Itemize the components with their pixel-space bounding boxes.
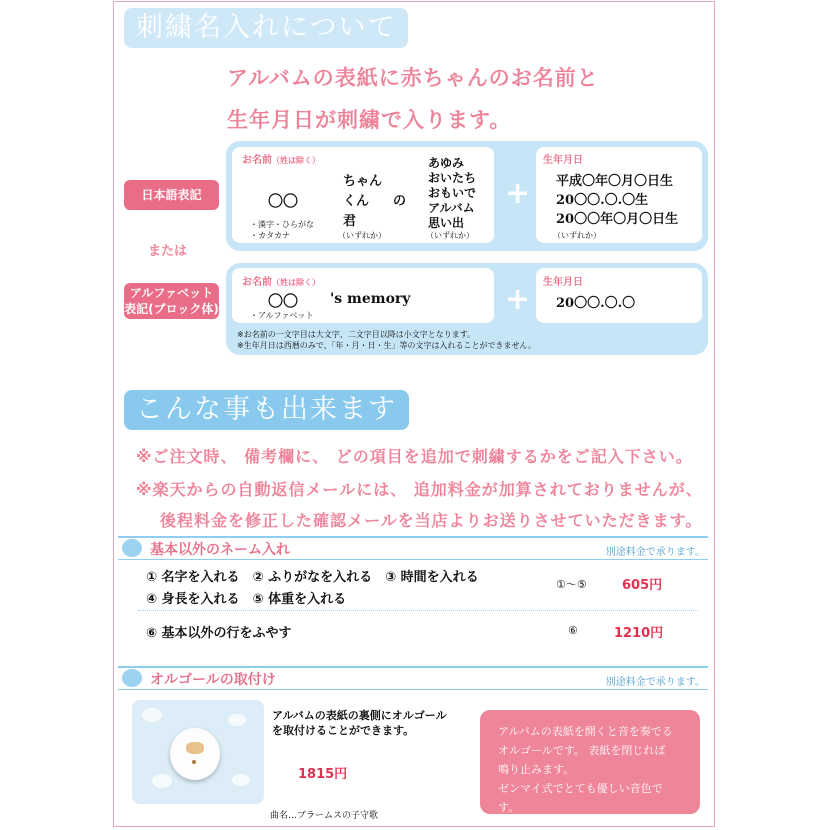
option-num-6: ⑥ bbox=[568, 624, 578, 637]
music-box-bar bbox=[118, 666, 708, 690]
option-row-2: ④ 身長を入れる ⑤ 体重を入れる bbox=[146, 592, 347, 607]
jp-name-sub2: ・カタカナ bbox=[250, 231, 290, 240]
alpha-birth-value: 20〇〇.〇.〇 bbox=[556, 296, 636, 311]
phrase-oitachi: おいたち bbox=[428, 171, 477, 185]
music-box-icon bbox=[170, 728, 220, 780]
alert-1: ※ご注文時、 備考欄に、 どの項目を追加で刺繍するかをご記入下さい。 bbox=[136, 447, 693, 466]
jp-name-label: お名前（姓は除く） bbox=[242, 155, 320, 166]
alphabet-tag: アルファベット 表記(ブロック体) bbox=[124, 283, 219, 319]
music-box-photo bbox=[132, 700, 264, 804]
phrase-omoide: おもいで bbox=[428, 186, 477, 200]
pink-line-2: オルゴールです。 表紙を閉じれば bbox=[498, 744, 666, 757]
honorific-either: （いずれか） bbox=[338, 231, 386, 240]
honorific-kimi: 君 bbox=[343, 214, 357, 229]
plus-icon: + bbox=[505, 176, 531, 211]
music-box-heading: オルゴールの取付け bbox=[150, 672, 276, 688]
no-particle: の bbox=[393, 194, 407, 209]
jp-birth-label: 生年月日 bbox=[543, 155, 583, 166]
phrase-either: （いずれか） bbox=[426, 231, 474, 240]
birth-dotted: 20〇〇.〇.〇生 bbox=[556, 193, 649, 208]
phrase-omoide-kanji: 思い出 bbox=[428, 216, 465, 230]
birth-kanji: 20〇〇年〇月〇日生 bbox=[556, 212, 679, 227]
jp-name-value: 〇〇 bbox=[268, 192, 299, 210]
option-row-3: ⑥ 基本以外の行をふやす bbox=[146, 626, 292, 641]
music-price: 1815円 bbox=[298, 767, 348, 782]
plus-icon-2: + bbox=[505, 282, 531, 317]
honorific-chan: ちゃん bbox=[343, 174, 383, 189]
alert-2: ※楽天からの自動返信メールには、 追加料金が加算されておりませんが、 bbox=[136, 480, 703, 499]
name-options-extra-fee: 別途料金で承ります。 bbox=[605, 547, 705, 558]
pink-line-1: アルバムの表紙を開くと音を奏でる bbox=[498, 725, 673, 738]
option-row-1: ① 名字を入れる ② ふりがなを入れる ③ 時間を入れる bbox=[146, 570, 479, 585]
music-box-description bbox=[480, 710, 700, 814]
option-price-2: 1210円 bbox=[614, 626, 664, 641]
note-1: ※お名前の一文字目は大文字、二文字目以降は小文字となります。 bbox=[237, 330, 476, 339]
options-title: こんな事も出来ます bbox=[124, 390, 409, 430]
alpha-birth-label: 生年月日 bbox=[543, 277, 583, 288]
dotted-divider bbox=[138, 610, 698, 611]
phrase-album: アルバム bbox=[428, 201, 475, 215]
alpha-sub: ・アルファベット bbox=[250, 311, 314, 320]
name-options-heading: 基本以外のネーム入れ bbox=[150, 542, 290, 558]
music-box-extra-fee: 別途料金で承ります。 bbox=[605, 677, 705, 688]
pink-line-3: 鳴り止みます。 bbox=[498, 763, 575, 776]
music-desc-1: アルバムの表紙の裏側にオルゴール bbox=[272, 709, 447, 722]
option-range: ①〜⑤ bbox=[556, 578, 587, 591]
alpha-name-value: 〇〇 bbox=[268, 292, 299, 310]
alert-3: 後程料金を修正した確認メールを当店よりお送りさせていただきます。 bbox=[160, 511, 703, 530]
name-options-bar bbox=[118, 536, 708, 560]
or-label: または bbox=[148, 244, 188, 259]
birth-heisei: 平成〇年〇月〇日生 bbox=[556, 174, 674, 189]
music-desc-2: を取付けることができます。 bbox=[272, 724, 415, 737]
lead-line-1: アルバムの表紙に赤ちゃんのお名前と bbox=[227, 66, 599, 90]
birth-either: （いずれか） bbox=[553, 231, 601, 240]
bubble-icon-2 bbox=[122, 669, 142, 687]
bubble-icon bbox=[122, 539, 142, 557]
note-2: ※生年月日は西暦のみで、「年・月・日・生」等の文字は入れることができません。 bbox=[237, 341, 537, 350]
phrase-ayumi: あゆみ bbox=[428, 156, 465, 170]
alpha-memory: 's memory bbox=[330, 291, 411, 307]
option-price-1: 605円 bbox=[622, 578, 663, 593]
honorific-kun: くん bbox=[343, 194, 370, 209]
song-name: 曲名…ブラームスの子守歌 bbox=[270, 811, 379, 821]
lead-line-2: 生年月日が刺繍で入ります。 bbox=[227, 108, 512, 132]
pink-line-4: ゼンマイ式でとても優しい音色です。 bbox=[498, 782, 663, 814]
alpha-name-label: お名前（姓は除く） bbox=[242, 277, 320, 288]
jp-name-sub1: ・漢字・ひらがな bbox=[250, 220, 314, 229]
embroidery-title: 刺繍名入れについて bbox=[124, 8, 408, 48]
japanese-tag: 日本語表記 bbox=[124, 180, 219, 210]
